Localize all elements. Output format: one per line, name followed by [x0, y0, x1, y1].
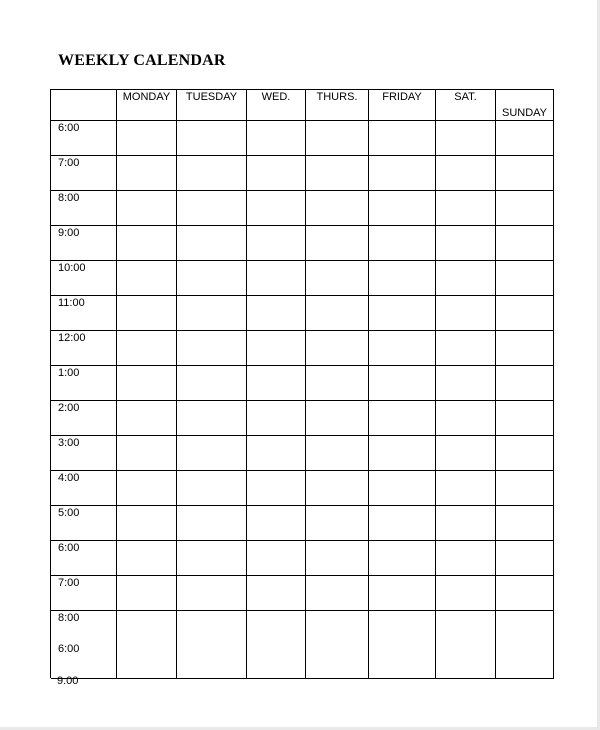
schedule-cell[interactable]: [496, 611, 554, 679]
schedule-cell[interactable]: [177, 156, 247, 191]
schedule-cell[interactable]: [436, 226, 496, 261]
schedule-cell[interactable]: [496, 156, 554, 191]
schedule-cell[interactable]: [306, 611, 369, 679]
schedule-cell[interactable]: [369, 156, 436, 191]
time-label: 7:00: [51, 156, 117, 191]
schedule-cell[interactable]: [496, 436, 554, 471]
schedule-cell[interactable]: [117, 436, 177, 471]
schedule-cell[interactable]: [177, 436, 247, 471]
schedule-cell[interactable]: [436, 576, 496, 611]
schedule-cell[interactable]: [117, 296, 177, 331]
time-label: 6:00: [51, 121, 117, 156]
time-label: 8:00: [58, 612, 80, 624]
schedule-cell[interactable]: [306, 261, 369, 296]
schedule-cell[interactable]: [177, 506, 247, 541]
schedule-cell[interactable]: [436, 541, 496, 576]
schedule-cell[interactable]: [247, 541, 306, 576]
schedule-cell[interactable]: [436, 261, 496, 296]
schedule-cell[interactable]: [369, 121, 436, 156]
schedule-cell[interactable]: [306, 121, 369, 156]
schedule-cell[interactable]: [247, 156, 306, 191]
schedule-cell[interactable]: [496, 296, 554, 331]
schedule-cell[interactable]: [117, 331, 177, 366]
schedule-cell[interactable]: [369, 611, 436, 679]
schedule-cell[interactable]: [436, 296, 496, 331]
schedule-cell[interactable]: [177, 121, 247, 156]
schedule-cell[interactable]: [177, 331, 247, 366]
header-sunday: SUNDAY: [496, 90, 554, 121]
schedule-cell[interactable]: [496, 506, 554, 541]
time-label: 6:00: [58, 643, 80, 655]
schedule-cell[interactable]: [306, 226, 369, 261]
schedule-cell[interactable]: [496, 576, 554, 611]
schedule-cell[interactable]: [369, 366, 436, 401]
time-label: 1:00: [51, 366, 117, 401]
schedule-cell[interactable]: [436, 471, 496, 506]
schedule-cell[interactable]: [177, 366, 247, 401]
schedule-cell[interactable]: [177, 401, 247, 436]
schedule-cell[interactable]: [306, 541, 369, 576]
weekly-calendar-table: [50, 89, 554, 687]
time-label: 5:00: [51, 506, 117, 541]
schedule-cell[interactable]: [496, 366, 554, 401]
schedule-cell[interactable]: [117, 471, 177, 506]
schedule-cell[interactable]: [306, 506, 369, 541]
schedule-cell[interactable]: [247, 261, 306, 296]
time-label: 9:00: [51, 226, 117, 261]
schedule-cell[interactable]: [306, 576, 369, 611]
header-wednesday: WED.: [247, 90, 306, 121]
schedule-cell[interactable]: [369, 436, 436, 471]
schedule-cell[interactable]: [369, 541, 436, 576]
schedule-cell[interactable]: [369, 331, 436, 366]
schedule-cell[interactable]: [177, 296, 247, 331]
schedule-cell[interactable]: [247, 191, 306, 226]
schedule-cell[interactable]: [247, 366, 306, 401]
schedule-cell[interactable]: [496, 471, 554, 506]
schedule-cell[interactable]: [177, 261, 247, 296]
schedule-cell[interactable]: [177, 541, 247, 576]
schedule-cell[interactable]: [496, 121, 554, 156]
time-label: 7:00: [51, 576, 117, 611]
schedule-cell[interactable]: [117, 191, 177, 226]
schedule-cell[interactable]: [496, 261, 554, 296]
schedule-cell[interactable]: [247, 611, 306, 679]
schedule-cell[interactable]: [436, 401, 496, 436]
header-saturday: SAT.: [436, 90, 496, 121]
schedule-cell[interactable]: [247, 576, 306, 611]
schedule-cell[interactable]: [436, 366, 496, 401]
schedule-cell[interactable]: [369, 576, 436, 611]
header-monday: MONDAY: [117, 90, 177, 121]
schedule-cell[interactable]: [369, 296, 436, 331]
schedule-cell[interactable]: [117, 611, 177, 679]
schedule-cell[interactable]: [306, 436, 369, 471]
time-label: 10:00: [51, 261, 117, 296]
schedule-cell[interactable]: [369, 471, 436, 506]
calendar-grid: [51, 90, 555, 687]
schedule-cell[interactable]: [117, 226, 177, 261]
schedule-cell[interactable]: [177, 226, 247, 261]
time-label: 6:00: [51, 541, 117, 576]
schedule-cell[interactable]: [496, 331, 554, 366]
schedule-cell[interactable]: [436, 121, 496, 156]
header-tuesday: TUESDAY: [177, 90, 247, 121]
schedule-cell[interactable]: [117, 261, 177, 296]
schedule-cell[interactable]: [177, 611, 247, 679]
schedule-cell[interactable]: [247, 121, 306, 156]
schedule-cell[interactable]: [247, 401, 306, 436]
schedule-cell[interactable]: [306, 366, 369, 401]
schedule-cell[interactable]: [436, 506, 496, 541]
schedule-cell[interactable]: [117, 156, 177, 191]
schedule-cell[interactable]: [369, 226, 436, 261]
corner-cell: [51, 90, 117, 121]
schedule-cell[interactable]: [117, 401, 177, 436]
header-friday: FRIDAY: [369, 90, 436, 121]
schedule-cell[interactable]: [369, 191, 436, 226]
schedule-cell[interactable]: [117, 576, 177, 611]
schedule-cell[interactable]: [306, 401, 369, 436]
schedule-cell[interactable]: [177, 471, 247, 506]
schedule-cell[interactable]: [117, 506, 177, 541]
schedule-cell[interactable]: [496, 541, 554, 576]
schedule-cell[interactable]: [496, 401, 554, 436]
schedule-cell[interactable]: [436, 611, 496, 679]
schedule-cell[interactable]: [247, 471, 306, 506]
schedule-cell[interactable]: [247, 226, 306, 261]
time-label: 3:00: [51, 436, 117, 471]
schedule-cell[interactable]: [247, 436, 306, 471]
page-title: WEEKLY CALENDAR: [58, 52, 226, 69]
schedule-cell[interactable]: [117, 366, 177, 401]
schedule-cell[interactable]: [247, 331, 306, 366]
schedule-cell[interactable]: [496, 191, 554, 226]
schedule-cell[interactable]: [177, 576, 247, 611]
header-thursday: THURS.: [306, 90, 369, 121]
schedule-cell[interactable]: [369, 261, 436, 296]
schedule-cell[interactable]: [306, 331, 369, 366]
time-label: 8:00: [51, 191, 117, 226]
time-label: 4:00: [51, 471, 117, 506]
schedule-cell[interactable]: [247, 506, 306, 541]
schedule-cell[interactable]: [369, 506, 436, 541]
schedule-cell[interactable]: [436, 436, 496, 471]
schedule-cell[interactable]: [369, 401, 436, 436]
time-label: 11:00: [51, 296, 117, 331]
schedule-cell[interactable]: [117, 541, 177, 576]
schedule-cell[interactable]: [436, 156, 496, 191]
time-label: 2:00: [51, 401, 117, 436]
schedule-cell[interactable]: [306, 471, 369, 506]
schedule-cell[interactable]: [247, 296, 306, 331]
schedule-cell[interactable]: [117, 121, 177, 156]
schedule-cell[interactable]: [436, 331, 496, 366]
time-label: 12:00: [51, 331, 117, 366]
schedule-cell[interactable]: [496, 226, 554, 261]
schedule-cell[interactable]: [306, 191, 369, 226]
schedule-cell[interactable]: [177, 191, 247, 226]
schedule-cell[interactable]: [306, 156, 369, 191]
schedule-cell[interactable]: [436, 191, 496, 226]
cut-off-time-label: 9:00: [57, 675, 79, 687]
schedule-cell[interactable]: [306, 296, 369, 331]
